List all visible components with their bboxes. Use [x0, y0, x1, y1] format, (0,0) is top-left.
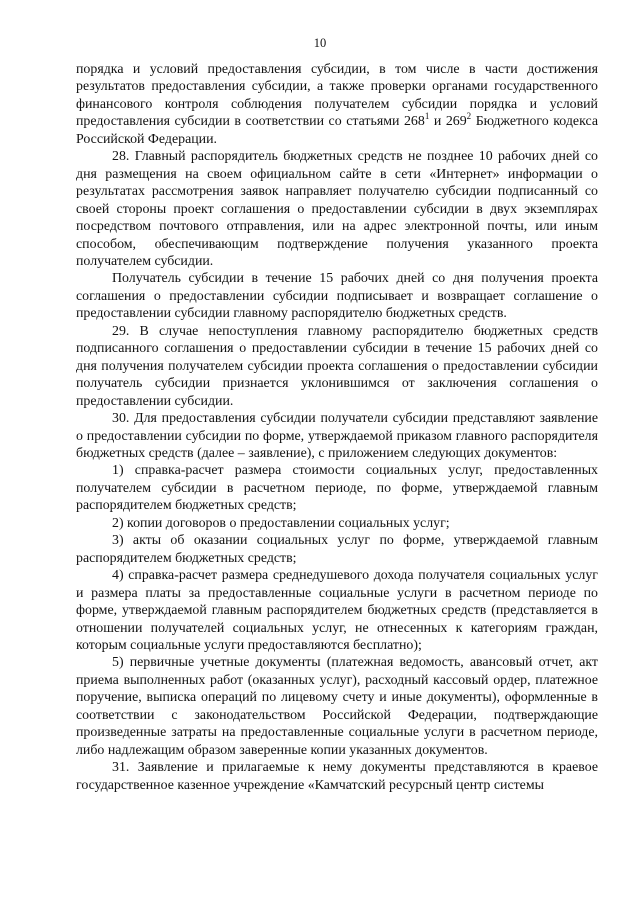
- paragraph-item-30: 30. Для предоставления субсидии получатели субсидии представляют заявление о предоставлении субсидии по форме, утверждаемой приказом главного распорядителя бюджетных средств (далее – заявление), с приложением следующих документов:: [76, 411, 598, 461]
- paragraph-continuation: [76, 61, 598, 148]
- paragraph-item-29: 29. В случае непоступления главному распорядителю бюджетных средств подписанного соглашения о предоставлении субсидии в течение 15 рабочих дней со дня получения получателем субсидии проекта соглашения о предоставлении субсидии получатель субсидии признается уклонившимся от заключения соглашения о предоставлении субсидии.: [76, 323, 598, 409]
- paragraph-text: и 269: [429, 114, 467, 130]
- paragraph-item-31: 31. Заявление и прилагаемые к нему документы представляются в краевое государственное казенное учреждение «Камчатский ресурсный центр системы: [76, 760, 598, 793]
- paragraph-item-28: 28. Главный распорядитель бюджетных средств не позднее 10 рабочих дней со дня размещения на своем официальном сайте в сети «Интернет» информации о результатах рассмотрения заявок направляет получателю субсидии подписанный со своей стороны проект соглашения о предоставлении субсидии в двух экземплярах посредством почтового отправления, или на адрес электронной почты, или иным способом, обеспечивающим подтверждение получения указанного проекта получателем субсидии.: [76, 149, 598, 269]
- paragraph-text: порядка и условий предоставления субсидии, в том числе в части достижения результатов предоставления субсидии, а также проверки органами государственного финансового контроля соблюдения получателем субсидии порядка и условий предоставления субсидии в соответствии со статьями 268: [76, 62, 598, 130]
- footnote-superscript: 2: [466, 110, 472, 121]
- page-number: 10: [313, 36, 327, 50]
- list-item-1: 1) справка-расчет размера стоимости социальных услуг, предоставленных получателем субсидии в расчетном периоде, по форме, утверждаемой главным распорядителем бюджетных средств;: [76, 463, 598, 514]
- list-item-3: 3) акты об оказании социальных услуг по форме, утверждаемой главным распорядителем бюджетных средств;: [76, 533, 598, 566]
- document-body: [76, 61, 598, 794]
- footnote-superscript: 1: [424, 110, 430, 121]
- list-item-2: 2) копии договоров о предоставлении социальных услуг;: [112, 515, 450, 531]
- list-item-4: 4) справка-расчет размера среднедушевого дохода получателя социальных услуг и размера платы за предоставленные социальные услуги в расчетном периоде по форме, утверждаемой главным распорядителем бюджетных средств (представляется в отношении получателей социальных услуг, не отнесенных к категориям граждан, которым социальные услуги предоставляются бесплатно);: [76, 568, 598, 653]
- list-item-5: 5) первичные учетные документы (платежная ведомость, авансовый отчет, акт приема выполненных работ (оказанных услуг), расходный кассовый ордер, платежное поручение, выписка операций по лицевому счету и иные документы), оформленные в соответствии с законодательством Российской Федерации, подтверждающие произведенные затраты на предоставленные социальные услуги в расчетном периоде, либо надлежащим образом заверенные копии указанных документов.: [76, 655, 598, 758]
- paragraph-text: Бюджетного кодекса Российской Федерации.: [76, 114, 598, 147]
- paragraph-item-28-continued: Получатель субсидии в течение 15 рабочих дней со дня получения проекта соглашения о предоставлении субсидии подписывает и возвращает соглашение о предоставлении субсидии главному распорядителю бюджетных средств.: [76, 271, 598, 322]
